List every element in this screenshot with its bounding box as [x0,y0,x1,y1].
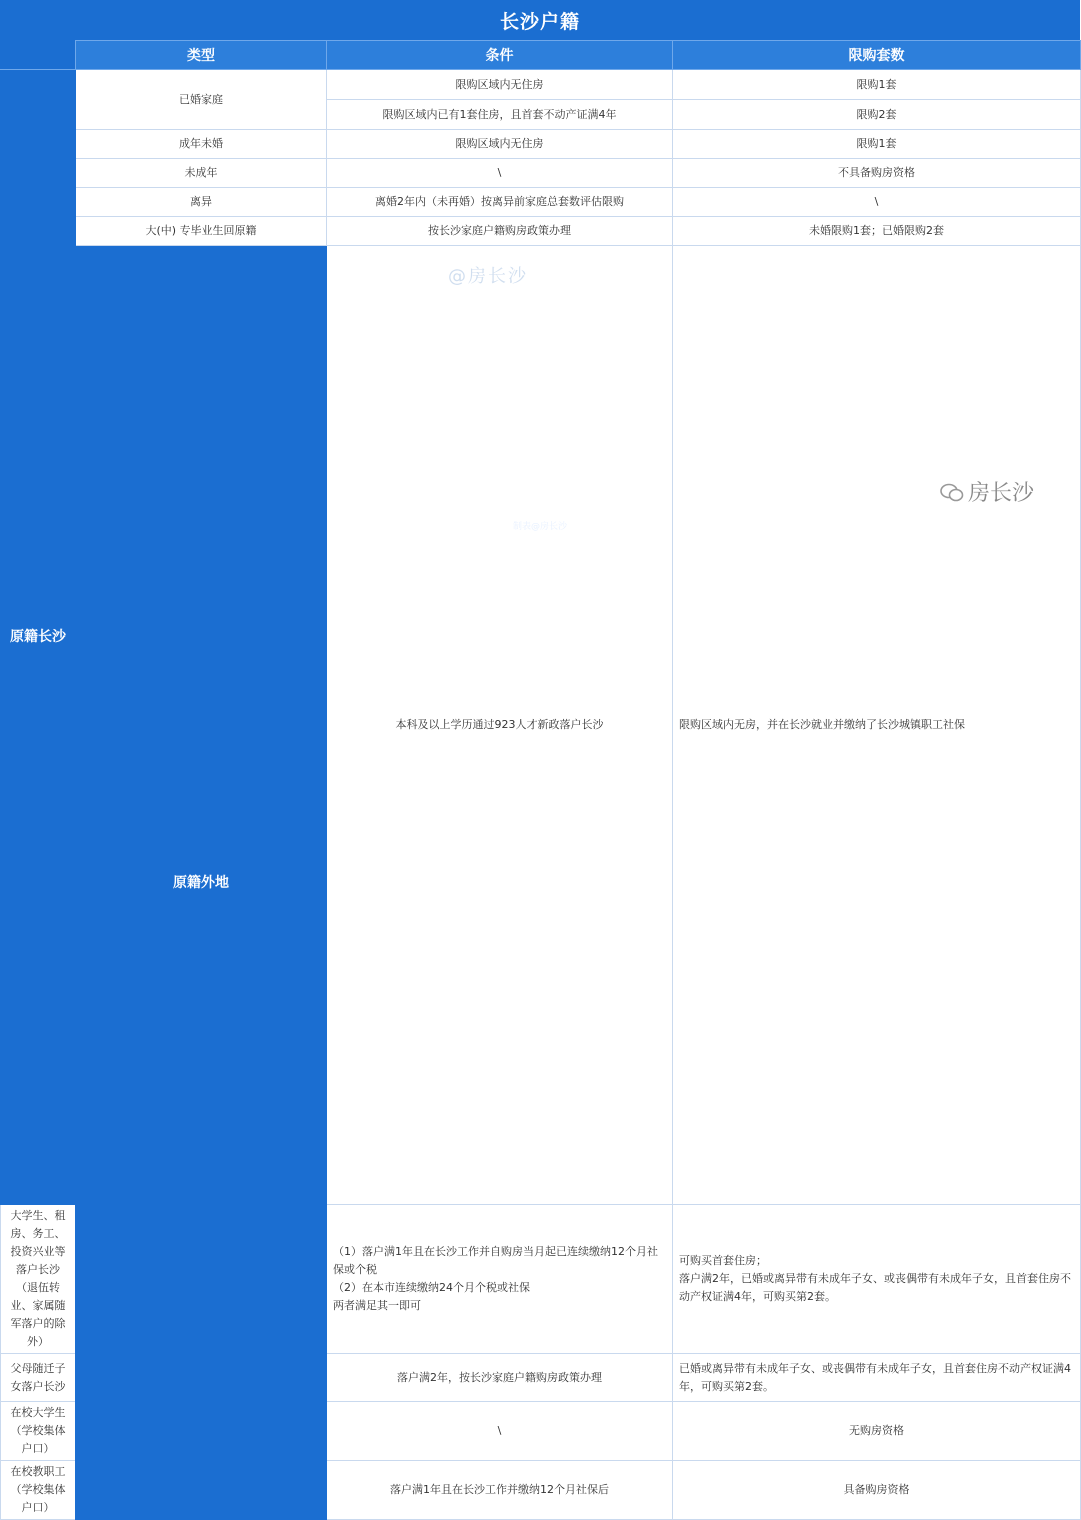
limit-cell: 不具备购房资格 [673,159,1081,188]
condition-line: （2）在本市连续缴纳24个月个税或社保 [333,1281,530,1294]
type-cell: 父母随迁子女落户长沙 [1,1354,76,1402]
type-cell: 大学生、租房、务工、投资兴业等落户长沙（退伍转业、家属随军落户的除外） [1,1205,76,1354]
limit-cell [673,1205,1081,1354]
table-row [1,159,1081,188]
condition-cell: \ [327,1402,673,1461]
table-row [1,130,1081,159]
type-cell: 已婚家庭 [76,70,327,130]
type-cell: 在校教职工（学校集体户口） [1,1461,76,1520]
watermark-corner [940,476,1034,507]
limit-cell: 未婚限购1套；已婚限购2套 [673,217,1081,246]
group-native: 原籍长沙 [1,70,76,1205]
table-row [1,70,1081,100]
limit-cell: 限购1套 [673,70,1081,100]
limit-cell: 无购房资格 [673,1402,1081,1461]
type-cell: 本科及以上学历通过923人才新政落户长沙 [327,246,673,1205]
type-cell: 离异 [76,188,327,217]
footer-credit: 制表@房长沙 [512,522,567,532]
type-cell: 成年未婚 [76,130,327,159]
group-outside: 原籍外地 [76,246,327,1520]
limit-cell: 已婚或离异带有未成年子女、或丧偶带有未成年子女，且首套住房不动产权证满4年，可购买第2套。 [673,1354,1081,1402]
condition-cell: 离婚2年内（未再婚）按离异前家庭总套数评估限购 [327,188,673,217]
type-cell: 在校大学生（学校集体户口） [1,1402,76,1461]
condition-cell: 限购区域内无房，并在长沙就业并缴纳了长沙城镇职工社保 [673,246,1081,1205]
limit-line: 可购买首套住房； [679,1254,767,1267]
condition-cell: 按长沙家庭户籍购房政策办理 [327,217,673,246]
condition-line: 两者满足其一即可 [333,1299,421,1312]
wechat-icon [940,483,962,501]
limit-cell: 具备购房资格 [673,1461,1081,1520]
header-limit: 限购套数 [673,41,1081,70]
table-row [1,217,1081,246]
watermark-center: @房长沙 [448,266,528,287]
watermark-corner-text: 房长沙 [968,481,1035,506]
condition-cell: 限购区域内无住房 [327,70,673,100]
table-header-row [1,41,1081,70]
type-cell: 大(中) 专毕业生回原籍 [76,217,327,246]
condition-cell: 落户满2年，按长沙家庭户籍购房政策办理 [327,1354,673,1402]
condition-cell: \ [327,159,673,188]
page-title: 长沙户籍 [499,10,580,33]
condition-cell: 限购区域内无住房 [327,130,673,159]
condition-cell: 限购区域内已有1套住房，且首套不动产证满4年 [327,100,673,130]
type-cell: 未成年 [76,159,327,188]
header-type: 类型 [76,41,327,70]
limit-cell: 限购2套 [673,100,1081,130]
condition-cell: 落户满1年且在长沙工作并缴纳12个月社保后 [327,1461,673,1520]
limit-cell: 限购1套 [673,130,1081,159]
policy-table [0,40,1081,1520]
limit-line: 落户满2年，已婚或离异带有未成年子女、或丧偶带有未成年子女，且首套住房不动产权证满4年，可购买第2套。 [679,1272,1071,1303]
header-condition: 条件 [327,41,673,70]
table-row [1,246,1081,1205]
condition-line: （1）落户满1年且在长沙工作并自购房当月起已连续缴纳12个月社保或个税 [333,1245,658,1276]
limit-cell: \ [673,188,1081,217]
table-row [1,188,1081,217]
condition-cell [327,1205,673,1354]
header-blank [1,41,76,70]
